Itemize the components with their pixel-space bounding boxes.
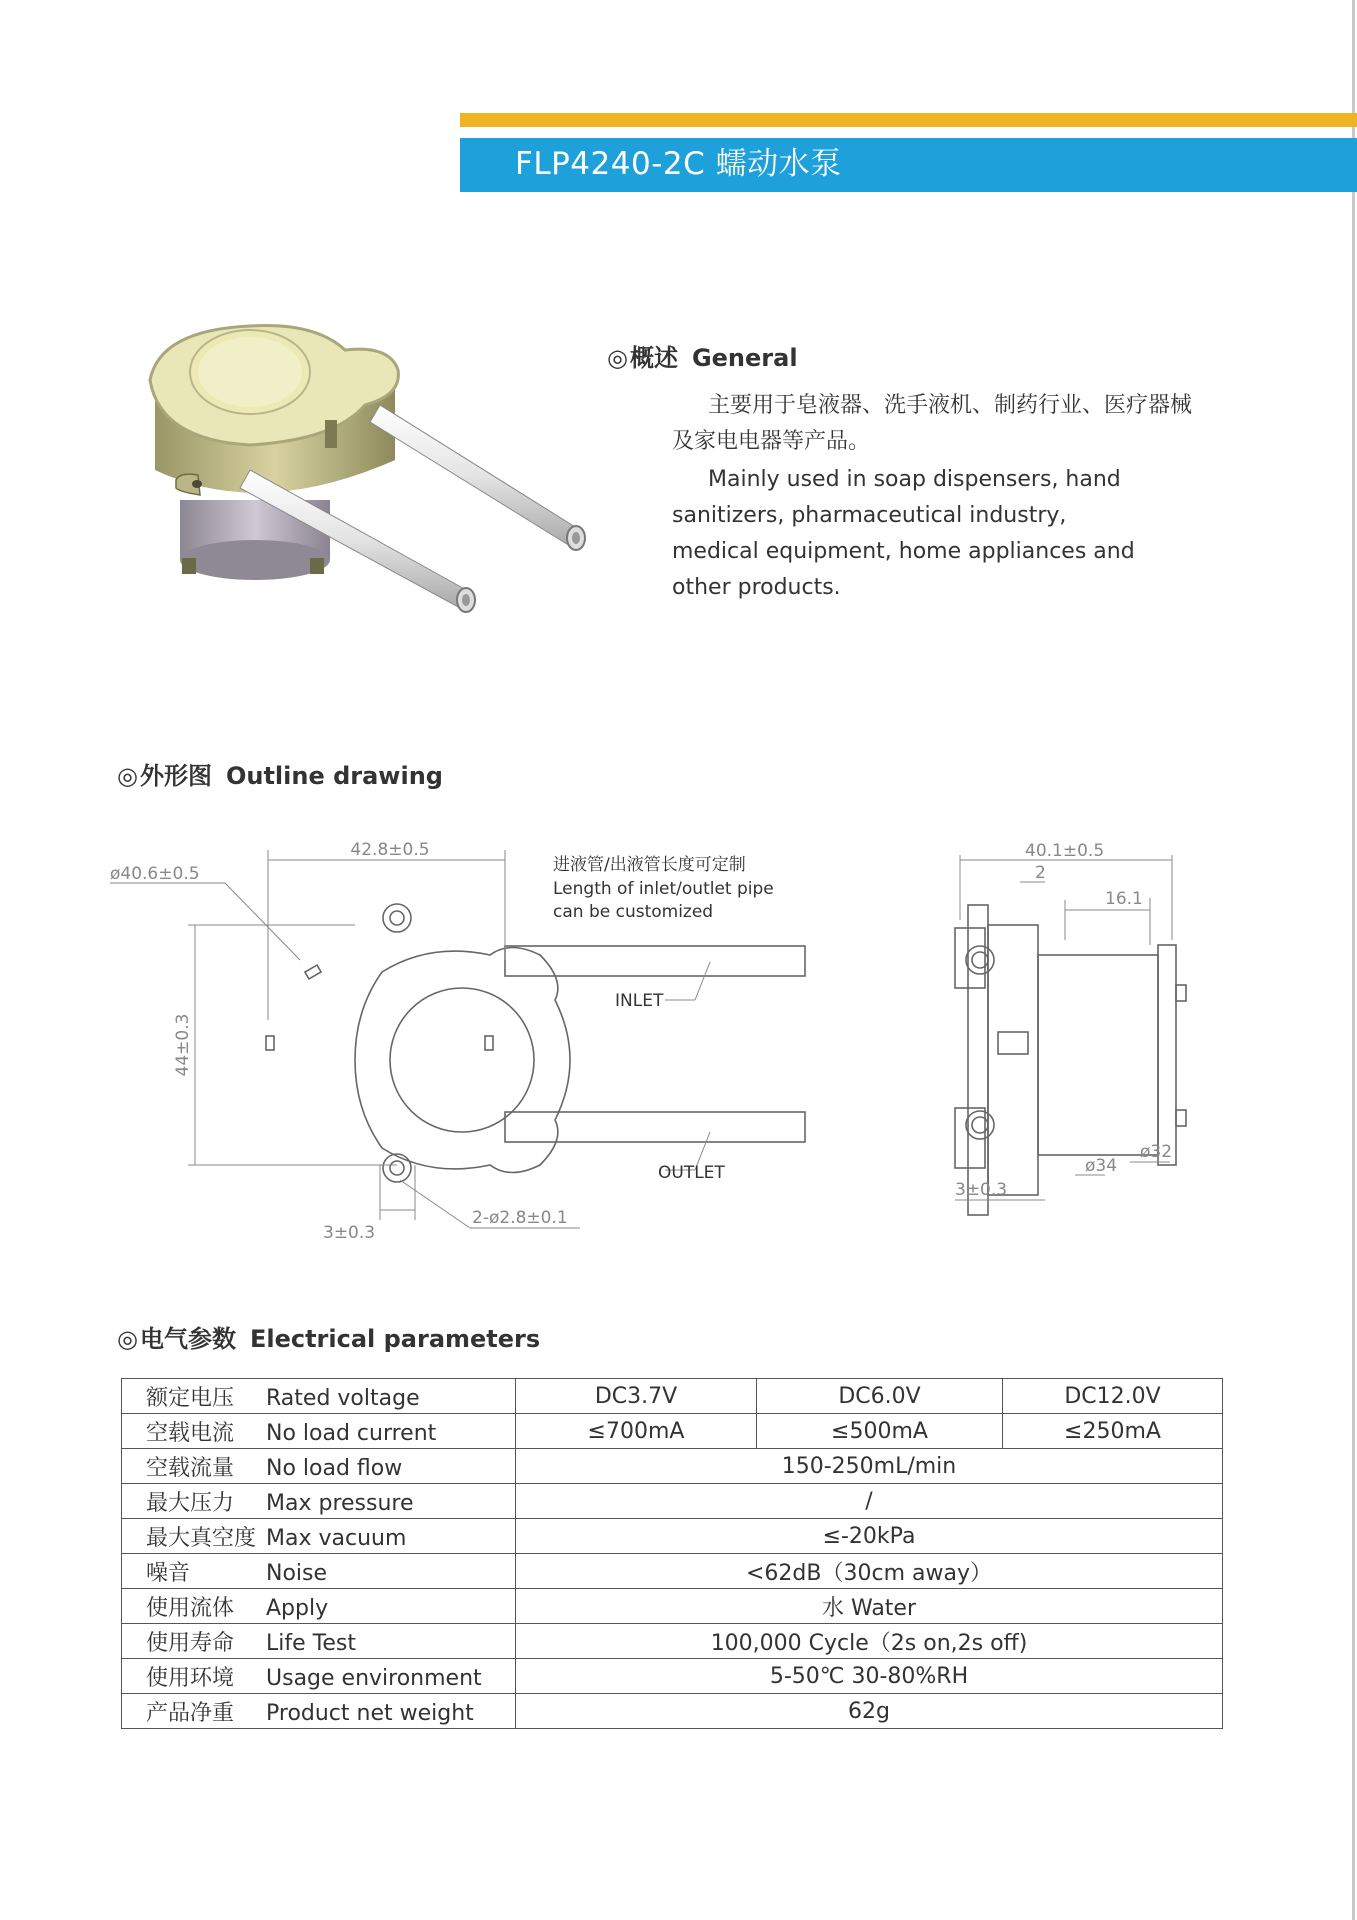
param-value: ≤500mA [757,1414,1003,1449]
electrical-parameters-table [121,1378,1223,1729]
note-cn: 进液管/出液管长度可定制 [553,855,746,875]
param-value: DC12.0V [1003,1379,1223,1414]
param-label-cn: 产品净重 [146,1700,235,1726]
param-value: ≤-20kPa [516,1519,1223,1554]
side-small-dim: 2 [1035,863,1046,883]
param-label-en: Max pressure [266,1490,414,1516]
general-text-en: Mainly used in soap dispensers, hand sanitizers, pharmaceutical industry, medical equipment, home appliances and other products. [672,467,1135,600]
page-edge-line [1352,0,1355,1920]
side-d32: ø32 [1140,1142,1173,1162]
param-label-cn: 使用流体 [146,1595,235,1621]
param-label-cn: 空载电流 [146,1420,235,1446]
dim-diameter: ø40.6±0.5 [110,864,200,884]
table-row [122,1554,1223,1589]
param-label-en: Apply [266,1595,329,1621]
outline-heading: ◎外形图 Outline drawing [117,762,443,790]
param-value: 5-50℃ 30-80%RH [516,1659,1223,1694]
dim-width: 42.8±0.5 [350,840,430,860]
general-text-cn: 主要用于皂液器、洗手液机、制药行业、医疗器械及家电电器等产品。 [672,393,1193,454]
table-row [122,1624,1223,1659]
param-value: ≤250mA [1003,1414,1223,1449]
note-en-2: can be customized [553,902,714,922]
param-value: 水 Water [516,1589,1223,1624]
table-row [122,1589,1223,1624]
param-value: 62g [516,1694,1223,1729]
param-value: / [516,1484,1223,1519]
page-title: FLP4240-2C 蠕动水泵 [515,146,842,182]
param-label-cn: 最大压力 [146,1490,235,1516]
side-width: 40.1±0.5 [1025,841,1105,861]
table-row [122,1694,1223,1729]
table-row [122,1414,1223,1449]
param-label-en: Rated voltage [266,1385,420,1411]
pump-product-image [140,320,610,620]
dim-height: 44±0.3 [173,1013,193,1077]
param-label-cn: 空载流量 [146,1455,235,1481]
header-accent-bar [460,113,1357,127]
param-label-cn: 噪音 [146,1560,191,1586]
inlet-label: INLET [615,991,664,1011]
table-row [122,1519,1223,1554]
param-label-en: Product net weight [266,1700,474,1726]
side-base: 3±0.3 [955,1180,1008,1200]
param-label-cn: 额定电压 [146,1385,235,1411]
table-row [122,1449,1223,1484]
param-label-en: Max vacuum [266,1525,407,1551]
param-label-en: Life Test [266,1630,356,1656]
note-en-1: Length of inlet/outlet pipe [553,879,774,899]
param-label-cn: 最大真空度 [146,1525,257,1551]
outlet-label: OUTLET [658,1163,725,1183]
dim-holes: 2-ø2.8±0.1 [472,1208,568,1228]
side-d34: ø34 [1085,1156,1118,1176]
electrical-heading: ◎电气参数 Electrical parameters [117,1325,541,1353]
param-label-en: Usage environment [266,1665,482,1691]
param-value: DC6.0V [757,1379,1003,1414]
general-heading: ◎概述 General [607,344,798,372]
param-label-en: No load flow [266,1455,403,1481]
table-row [122,1484,1223,1519]
param-label-cn: 使用环境 [146,1665,235,1691]
param-value: ≤700mA [516,1414,757,1449]
table-row [122,1659,1223,1694]
table-row [122,1379,1223,1414]
param-label-cn: 使用寿命 [146,1630,235,1656]
param-label-en: No load current [266,1420,437,1446]
dim-mount: 3±0.3 [323,1223,376,1243]
param-label-en: Noise [266,1560,328,1586]
param-value: 100,000 Cycle（2s on,2s off) [516,1624,1223,1659]
param-value: DC3.7V [516,1379,757,1414]
param-value: <62dB（30cm away） [516,1554,1223,1589]
outline-drawing [110,820,1220,1250]
side-depth: 16.1 [1105,889,1143,909]
param-value: 150-250mL/min [516,1449,1223,1484]
